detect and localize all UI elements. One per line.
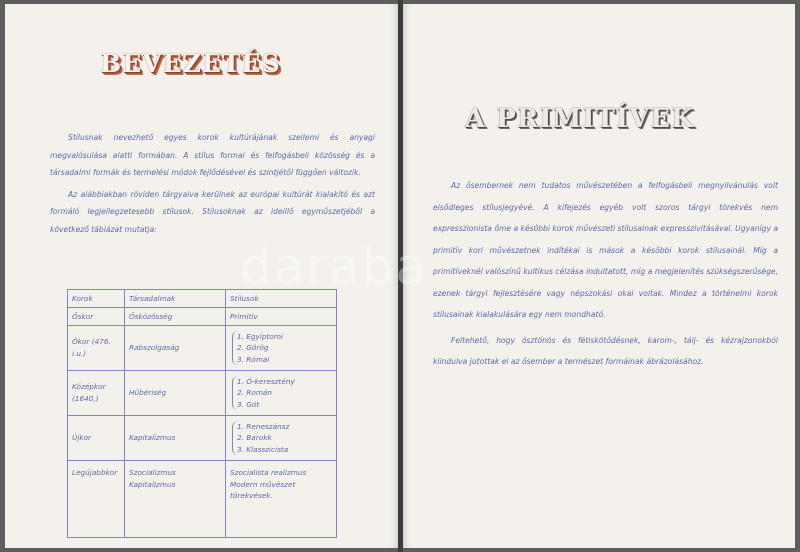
stilus-item: 3. Gót <box>237 399 260 409</box>
stilus-item: 1. Reneszánsz <box>237 421 290 431</box>
right-page-title: A PRIMITÍVEK <box>465 104 695 134</box>
table-header-cell: Stílusok <box>226 290 337 308</box>
intro-paragraph-2: Az alábbiakban röviden tárgyalva kerülnek az európai kultúrát kialakító és azt formáló legjellegzetesebb stílusok. Stílusoknak az ideillő egyműszetjéből a következő táblázat mutatja: <box>50 189 375 234</box>
stilus-item: 1. Egyiptomi <box>237 331 283 341</box>
table-header-cell: Korok <box>68 290 125 308</box>
table-cell-tarsadalom: Szocializmus Kapitalizmus <box>125 461 226 538</box>
stilus-item: 2. Barokk <box>237 433 272 443</box>
stilus-item: 3. Római <box>237 354 270 364</box>
primitives-paragraph-2: Feltehető, hogy ösztönös és fétiskötődésnek, karom-, tálj- és kézrajzonokból kiindulva jutottak el az ősember a természet formáinak ábrázolásához. <box>433 335 778 366</box>
table-cell-stilus <box>226 371 337 416</box>
table-row <box>68 371 337 416</box>
table-cell-kor: Őskor <box>68 308 125 326</box>
primitives-text <box>433 175 778 373</box>
table-cell-kor: Középkor (1640.) <box>68 371 125 416</box>
table-row <box>68 416 337 461</box>
left-page-title: BEVEZETÉS <box>100 49 281 78</box>
intro-paragraph-1: Stílusnak nevezhető egyes korok kultúrájának szellemi és anyagi megvalósulása alatti formában. A stílus formai és felfogásbeli közösség és a társadalmi formák és termelési módok fejlődésével és szintjétől függően változik. <box>50 133 375 178</box>
table-cell-tarsadalom: Hűbériség <box>125 371 226 416</box>
table-row <box>68 326 337 371</box>
right-page <box>403 4 795 548</box>
stilus-item: 1. Ó-keresztény <box>237 376 295 386</box>
stilus-item: 2. Görög <box>237 343 269 353</box>
watermark: daraba <box>240 238 428 296</box>
style-table <box>67 289 337 538</box>
table-cell-tarsadalom: Kapitalizmus <box>125 416 226 461</box>
table-cell-kor: Legújabbkor <box>68 461 125 538</box>
table-row <box>68 308 337 326</box>
stilus-item: 3. Klasszicista <box>237 444 289 454</box>
table-cell-stilus: Primitív <box>226 308 337 326</box>
stilus-item: Modern művészet törekvések. <box>230 479 296 501</box>
brace-list <box>232 376 332 411</box>
stilus-item: 2. Román <box>237 388 273 398</box>
table-header-cell: Társadalmak <box>125 290 226 308</box>
table-cell-tarsadalom: Rabszolgaság <box>125 326 226 371</box>
primitives-paragraph-1: Az ősembernek nem tudatos művészetében a felfogásbeli megnyilvánulás volt elsődleges stílusjegyévé. A kifejezés egyéb volt szoros tárgyi törekvés nem expresszionista őme a későbbi korok művészeti stílusainak expresszivitásával. Ugyanígy a primitív kori művészetnek indítékai is mások a későbbi korok stílusainál. Míg a primitíveknél valószínű kultikus célzása indultatott, míg a megjelenítés szükségszerűsége, ezenek tárgyi fejlesztésére vagy népszokási okai voltak. Mindez a történelmi korok stílusainak kialakulására egy nem mondható. <box>433 181 779 319</box>
intro-text <box>50 129 375 239</box>
table-cell-stilus <box>226 461 337 538</box>
table-cell-stilus <box>226 326 337 371</box>
stilus-item: Szocialista realizmus <box>230 468 307 477</box>
table-cell-tarsadalom: Ősközösség <box>125 308 226 326</box>
table-row <box>68 461 337 538</box>
brace-list <box>232 331 332 366</box>
table-cell-kor: Ókor (476. i.u.) <box>68 326 125 371</box>
table-header-row <box>68 290 337 308</box>
left-page <box>5 4 398 548</box>
table-cell-kor: Újkor <box>68 416 125 461</box>
brace-list <box>232 421 332 456</box>
table-cell-stilus <box>226 416 337 461</box>
